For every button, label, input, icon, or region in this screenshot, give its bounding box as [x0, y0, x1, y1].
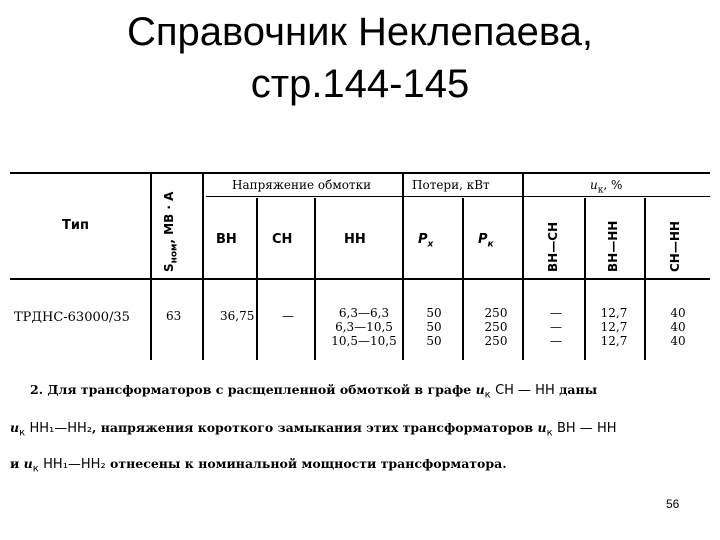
- row-uk-vn-nn-3: 12,7: [600, 334, 628, 348]
- header-voltage-group: Напряжение обмотки: [232, 178, 372, 192]
- header-uk-vn-nn: ВН—НН: [606, 220, 620, 272]
- slide-title: [0, 6, 720, 110]
- header-snom: [162, 192, 179, 272]
- header-uk-vn-sn: ВН—СН: [546, 221, 560, 272]
- footnote-1-u: u: [475, 382, 485, 397]
- col-divider-pk: [522, 174, 524, 360]
- footnote-2-u2: u: [537, 420, 547, 435]
- header-vn: ВН: [216, 232, 237, 247]
- row-uk-vn-nn-stack: [592, 306, 636, 348]
- header-uk-sub: к: [597, 185, 604, 196]
- title-line-1: Справочник Неклепаева,: [126, 10, 594, 54]
- footnote-2a: НН₁—НН₂: [29, 421, 93, 436]
- col-divider-nn: [402, 174, 404, 360]
- footnote-3b: НН₁—НН₂: [43, 457, 106, 472]
- table-top-rule: [10, 172, 710, 174]
- col-divider-snom: [202, 174, 204, 360]
- footnote-line-3: [10, 456, 710, 475]
- row-px-3: 50: [426, 334, 442, 348]
- footnote-line-1: [30, 382, 710, 401]
- header-uk-unit: , %: [603, 178, 623, 192]
- footnote-2-k2: к: [546, 427, 553, 439]
- row-vn: 36,75: [220, 309, 255, 323]
- row-pk-1: 250: [484, 306, 508, 320]
- header-nn: НН: [344, 232, 366, 247]
- row-nn-3: 10,5—10,5: [331, 334, 397, 348]
- footnote-1c: даны: [559, 382, 598, 397]
- row-uk-vn-sn-3: —: [550, 334, 562, 348]
- footnote-2b: , напряжения короткого замыкания этих трансформаторов: [92, 420, 534, 435]
- header-uk-symbol: u: [590, 178, 598, 192]
- col-divider-type: [150, 174, 152, 360]
- header-snom-symbol: S: [162, 263, 176, 272]
- row-px-1: 50: [426, 306, 442, 320]
- header-pk: [478, 232, 494, 253]
- row-nn-stack: [326, 306, 402, 348]
- row-pk-2: 250: [484, 320, 508, 334]
- footnote-1b: СН — НН: [495, 383, 555, 398]
- header-px-sub: х: [427, 239, 434, 250]
- row-uk-sn-nn-3: 40: [670, 334, 686, 348]
- row-sn: —: [282, 309, 294, 323]
- row-uk-vn-nn-2: 12,7: [600, 320, 628, 334]
- transformer-table: [10, 168, 710, 368]
- header-sn: СН: [272, 232, 293, 247]
- row-uk-vn-sn-stack: [536, 306, 576, 348]
- row-px-stack: [414, 306, 454, 348]
- footnote-3a: и: [10, 456, 20, 471]
- row-nn-2: 6,3—10,5: [335, 320, 393, 334]
- col-divider-px: [462, 198, 464, 360]
- row-px-2: 50: [426, 320, 442, 334]
- row-uk-vn-sn-2: —: [550, 320, 562, 334]
- footnote-1a: 2. Для трансформаторов с расщепленной обмоткой в графе: [30, 382, 472, 397]
- row-uk-sn-nn-2: 40: [670, 320, 686, 334]
- header-pk-sub: к: [487, 239, 494, 250]
- footnote-3-k: к: [32, 463, 39, 475]
- header-px: [418, 232, 433, 253]
- header-uk-group: [590, 177, 622, 198]
- scanned-reference-page: [10, 168, 710, 480]
- col-divider-sn: [314, 198, 316, 360]
- footnote-1-k: к: [484, 389, 491, 401]
- header-bottom-rule: [10, 278, 710, 280]
- row-pk-stack: [476, 306, 516, 348]
- header-uk-sn-nn: СН—НН: [668, 221, 682, 272]
- col-divider-uk2: [644, 198, 646, 360]
- header-snom-sub: ном: [169, 243, 180, 264]
- col-divider-uk1: [584, 198, 586, 360]
- row-type: ТРДНС-63000/35: [14, 310, 130, 325]
- row-uk-sn-nn-1: 40: [670, 306, 686, 320]
- page-number: 56: [666, 497, 680, 511]
- footnote-2-k: к: [19, 427, 26, 439]
- footnote-2c: ВН — НН: [556, 421, 617, 436]
- header-snom-unit: , МВ · А: [162, 191, 176, 244]
- row-nn-1: 6,3—6,3: [338, 306, 390, 320]
- header-group-rule: [206, 196, 710, 197]
- footnote-2-u: u: [10, 420, 20, 435]
- header-px-symbol: P: [418, 232, 428, 247]
- row-uk-vn-sn-1: —: [550, 306, 562, 320]
- footnote-line-2: [10, 420, 710, 439]
- footnote-3-u: u: [23, 456, 33, 471]
- header-pk-symbol: P: [478, 232, 488, 247]
- header-losses-group: Потери, кВт: [412, 178, 490, 192]
- title-line-2: стр.144-145: [250, 62, 470, 106]
- footnote-3c: отнесены к номинальной мощности трансформатора.: [110, 456, 507, 471]
- row-uk-sn-nn-stack: [656, 306, 700, 348]
- header-type: Тип: [62, 218, 89, 233]
- row-uk-vn-nn-1: 12,7: [600, 306, 628, 320]
- row-snom: 63: [166, 309, 182, 323]
- col-divider-vn: [256, 198, 258, 360]
- row-pk-3: 250: [484, 334, 508, 348]
